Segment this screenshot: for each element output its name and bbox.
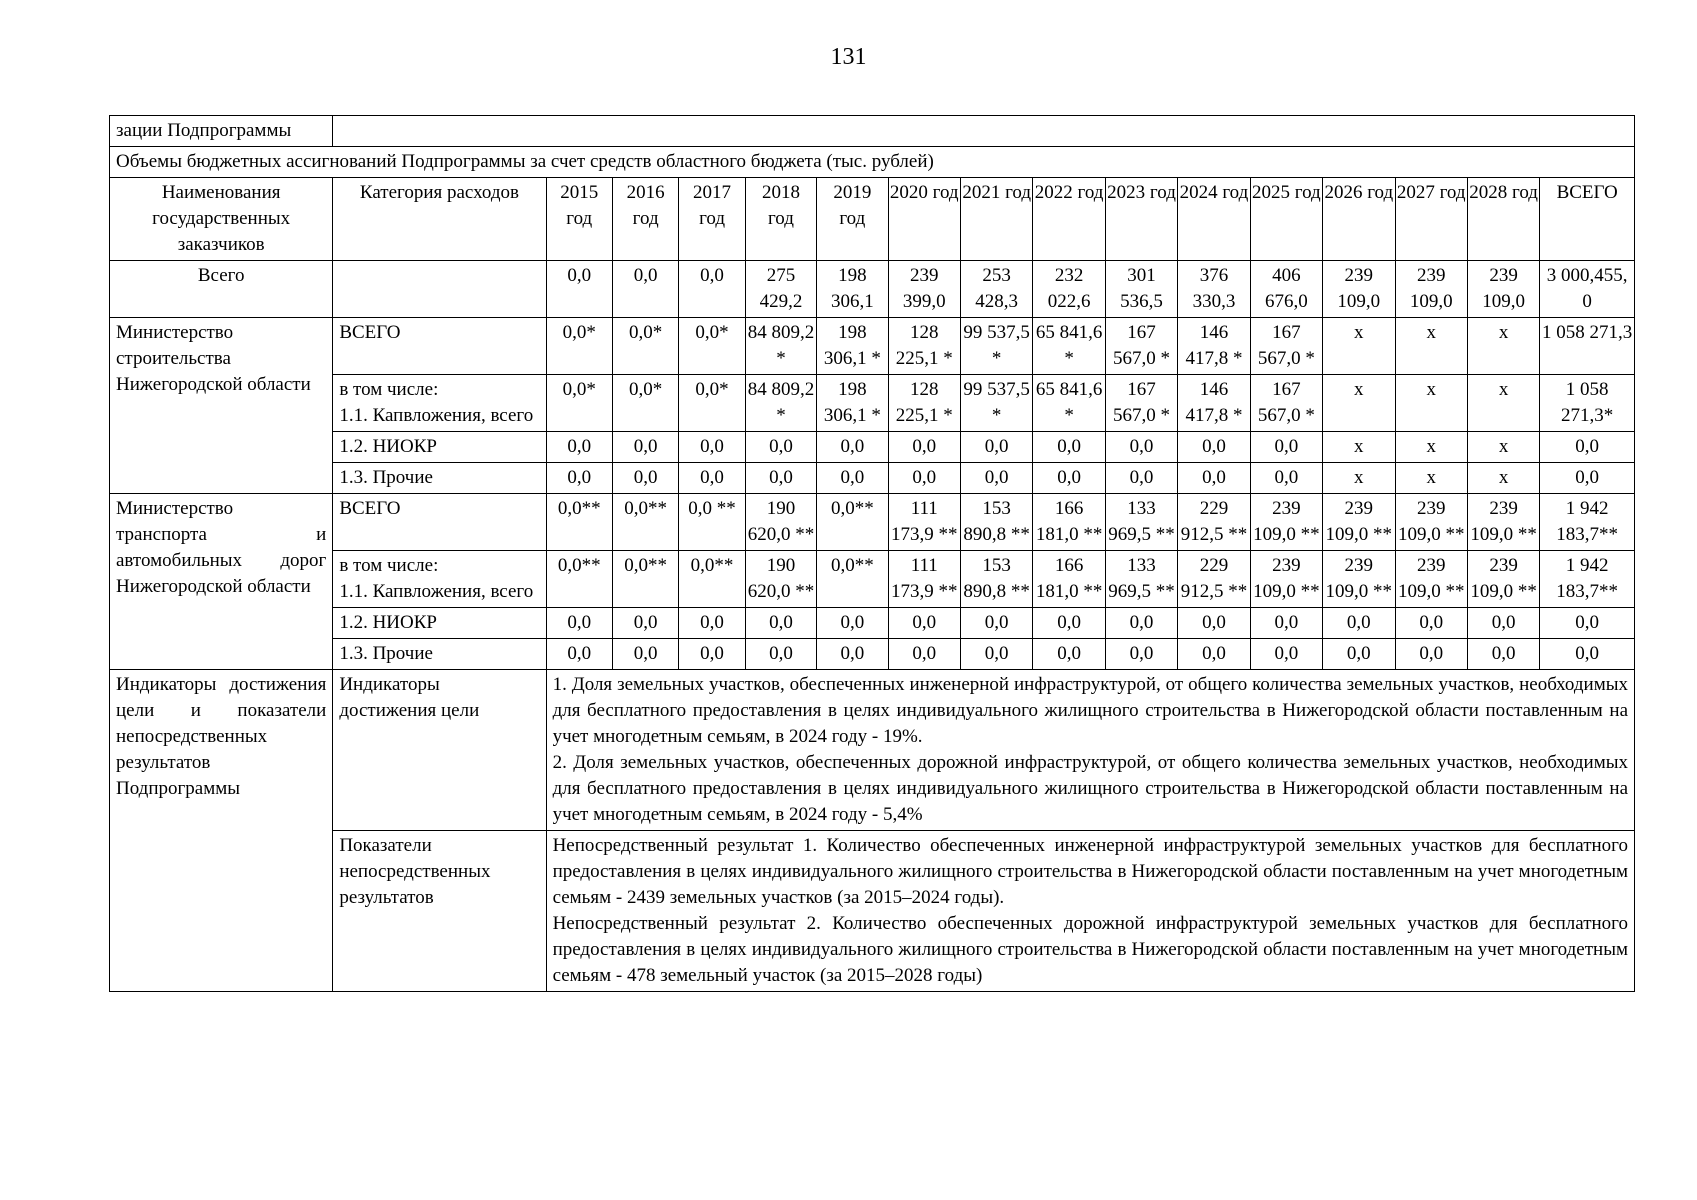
budget-value: 0,0*: [612, 318, 678, 375]
budget-value: 0,0: [745, 463, 816, 494]
budget-value: 111 173,9 **: [888, 551, 960, 608]
budget-value: 239 109,0 **: [1467, 551, 1539, 608]
ministry-row: [110, 432, 1635, 463]
budget-value: 0,0: [1105, 463, 1177, 494]
total-row-value: 376 330,3: [1178, 261, 1250, 318]
budget-value: 65 841,6 *: [1033, 318, 1105, 375]
budget-value: 0,0: [1033, 639, 1105, 670]
budget-value: х: [1395, 318, 1467, 375]
budget-value: х: [1467, 375, 1539, 432]
total-row-value: 239 109,0: [1323, 261, 1395, 318]
budget-value: 0,0*: [679, 318, 745, 375]
budget-value: 99 537,5 *: [960, 318, 1032, 375]
budget-value: 0,0: [679, 608, 745, 639]
budget-value: 167 567,0 *: [1250, 318, 1322, 375]
total-row-value: 239 399,0: [888, 261, 960, 318]
section-title: Объемы бюджетных ассигнований Подпрограммы за счет средств областного бюджета (тыс. рублей): [110, 147, 1635, 178]
budget-value: 0,0: [1467, 639, 1539, 670]
budget-value: 0,0: [1467, 608, 1539, 639]
header-year: 2017 год: [679, 178, 745, 261]
budget-value: 167 567,0 *: [1250, 375, 1322, 432]
budget-value: 0,0: [888, 639, 960, 670]
budget-value: 0,0**: [817, 551, 888, 608]
header-year: 2027 год: [1395, 178, 1467, 261]
budget-value: 0,0: [1250, 463, 1322, 494]
goal-indicators-text: 1. Доля земельных участков, обеспеченных инженерной инфраструктурой, от общего количества земельных участков, необходимых для бесплатного предоставления в целях индивидуального жилищного строительства в Нижегородской области поставленным на учет многодетным семьям, в 2024 году - 19%. 2. Доля земельных участков, обеспеченных дорожной инфраструктурой, от общего количества земельных участков, необходимых для бесплатного предоставления в целях индивидуального жилищного строительства в Нижегородской области поставленным на учет многодетным семьям, в 2024 году - 5,4%: [546, 670, 1634, 831]
budget-value: 239 109,0 **: [1323, 494, 1395, 551]
budget-value: 0,0: [817, 639, 888, 670]
budget-value: 190 620,0 **: [745, 494, 816, 551]
budget-value: 239 109,0 **: [1323, 551, 1395, 608]
budget-value: 0,0: [612, 463, 678, 494]
budget-value: 0,0: [1540, 639, 1635, 670]
budget-value: 0,0: [1323, 608, 1395, 639]
budget-value: х: [1467, 432, 1539, 463]
budget-value: 0,0: [546, 432, 612, 463]
budget-value: 0,0: [1540, 463, 1635, 494]
budget-value: 0,0: [1105, 608, 1177, 639]
budget-value: 111 173,9 **: [888, 494, 960, 551]
header-year: 2016 год: [612, 178, 678, 261]
budget-value: 153 890,8 **: [960, 494, 1032, 551]
budget-value: 0,0: [612, 639, 678, 670]
budget-value: 0,0: [960, 432, 1032, 463]
budget-value: 0,0**: [679, 551, 745, 608]
expense-category: в том числе: 1.1. Капвложения, всего: [333, 551, 546, 608]
budget-value: 0,0: [1323, 639, 1395, 670]
budget-value: 0,0: [1250, 639, 1322, 670]
goal-indicators-label: Индикаторы достижения цели: [333, 670, 546, 831]
budget-value: 167 567,0 *: [1105, 318, 1177, 375]
budget-value: 0,0: [679, 639, 745, 670]
budget-value: 0,0: [1250, 432, 1322, 463]
budget-value: 0,0: [1250, 608, 1322, 639]
budget-value: 0,0: [817, 432, 888, 463]
header-customer: Наименования государственных заказчиков: [110, 178, 333, 261]
total-row-value: 3 000,455, 0: [1540, 261, 1635, 318]
total-row-value: 0,0: [612, 261, 678, 318]
header-year: 2026 год: [1323, 178, 1395, 261]
budget-value: 1 942 183,7**: [1540, 551, 1635, 608]
budget-value: х: [1323, 375, 1395, 432]
ministry-row: [110, 375, 1635, 432]
expense-category: 1.2. НИОКР: [333, 608, 546, 639]
total-row-value: 301 536,5: [1105, 261, 1177, 318]
budget-value: 0,0*: [546, 375, 612, 432]
results-row: [110, 831, 1635, 992]
budget-value: 0,0: [888, 432, 960, 463]
budget-value: х: [1395, 432, 1467, 463]
budget-value: 153 890,8 **: [960, 551, 1032, 608]
header-year: 2022 год: [1033, 178, 1105, 261]
budget-value: 128 225,1 *: [888, 318, 960, 375]
expense-category: 1.3. Прочие: [333, 639, 546, 670]
results-label: Показатели непосредственных результатов: [333, 831, 546, 992]
budget-value: 0,0**: [546, 551, 612, 608]
budget-value: 1 058 271,3*: [1540, 375, 1635, 432]
total-row-category: [333, 261, 546, 318]
header-year: 2020 год: [888, 178, 960, 261]
budget-value: 0,0: [1105, 432, 1177, 463]
budget-value: 0,0: [1395, 608, 1467, 639]
budget-value: 0,0: [960, 639, 1032, 670]
budget-value: 0,0*: [612, 375, 678, 432]
budget-value: 0,0: [745, 608, 816, 639]
budget-value: 0,0: [679, 432, 745, 463]
budget-value: 239 109,0 **: [1250, 494, 1322, 551]
total-row-value: 406 676,0: [1250, 261, 1322, 318]
total-row-value: 232 022,6: [1033, 261, 1105, 318]
budget-value: 229 912,5 **: [1178, 494, 1250, 551]
budget-value: х: [1467, 463, 1539, 494]
header-category: Категория расходов: [333, 178, 546, 261]
total-row-value: 0,0: [546, 261, 612, 318]
budget-value: 0,0: [888, 463, 960, 494]
budget-value: 0,0: [1033, 463, 1105, 494]
budget-value: 190 620,0 **: [745, 551, 816, 608]
total-row-value: 275 429,2: [745, 261, 816, 318]
results-text: Непосредственный результат 1. Количество обеспеченных инженерной инфраструктурой земельных участков для бесплатного предоставления в целях индивидуального жилищного строительства в Нижегородской области поставленным на учет многодетным семьям - 2439 земельных участков (за 2015–2024 годы). Непосредственный результат 2. Количество обеспеченных дорожной инфраструктурой земельных участков для бесплатного предоставления в целях индивидуального жилищного строительства в Нижегородской области поставленным на учет многодетным семьям - 478 земельный участок (за 2015–2028 годы): [546, 831, 1634, 992]
expense-category: в том числе: 1.1. Капвложения, всего: [333, 375, 546, 432]
budget-value: 0,0: [1178, 608, 1250, 639]
budget-value: 0,0: [546, 608, 612, 639]
budget-value: 133 969,5 **: [1105, 494, 1177, 551]
budget-value: 1 942 183,7**: [1540, 494, 1635, 551]
total-row-value: 239 109,0: [1395, 261, 1467, 318]
budget-value: 239 109,0 **: [1250, 551, 1322, 608]
budget-value: 198 306,1 *: [817, 318, 888, 375]
header-year: 2021 год: [960, 178, 1032, 261]
header-year: 2028 год: [1467, 178, 1539, 261]
budget-value: 0,0**: [817, 494, 888, 551]
expense-category: ВСЕГО: [333, 318, 546, 375]
budget-value: 239 109,0 **: [1395, 551, 1467, 608]
top-row-label: зации Подпрограммы: [110, 116, 333, 147]
expense-category: ВСЕГО: [333, 494, 546, 551]
total-row-value: 239 109,0: [1467, 261, 1539, 318]
budget-value: 0,0: [612, 432, 678, 463]
budget-value: 0,0**: [612, 551, 678, 608]
header-year: 2024 год: [1178, 178, 1250, 261]
header-total: ВСЕГО: [1540, 178, 1635, 261]
budget-value: 0,0**: [546, 494, 612, 551]
ministry-row: [110, 551, 1635, 608]
subprogram-table: [109, 115, 1635, 992]
budget-value: х: [1323, 463, 1395, 494]
budget-value: 166 181,0 **: [1033, 494, 1105, 551]
budget-value: 133 969,5 **: [1105, 551, 1177, 608]
budget-value: 0,0: [1540, 608, 1635, 639]
top-row-value: [333, 116, 1635, 147]
budget-value: 0,0**: [612, 494, 678, 551]
total-row: [110, 261, 1635, 318]
header-year: 2015 год: [546, 178, 612, 261]
budget-value: 0,0: [888, 608, 960, 639]
budget-value: 0,0: [546, 639, 612, 670]
header-row: [110, 178, 1635, 261]
budget-value: 0,0: [817, 608, 888, 639]
budget-value: 146 417,8 *: [1178, 318, 1250, 375]
section-title-row: [110, 147, 1635, 178]
budget-value: 0,0: [745, 432, 816, 463]
budget-value: 0,0: [679, 463, 745, 494]
budget-value: 0,0: [960, 463, 1032, 494]
ministry-name: Министерство транспорта и автомобильных дорог Нижегородской области: [110, 494, 333, 670]
budget-value: х: [1467, 318, 1539, 375]
total-row-value: 253 428,3: [960, 261, 1032, 318]
budget-value: 0,0: [1178, 463, 1250, 494]
expense-category: 1.3. Прочие: [333, 463, 546, 494]
budget-value: 0,0: [1105, 639, 1177, 670]
ministry-row: [110, 463, 1635, 494]
ministry-row: [110, 639, 1635, 670]
budget-value: 0,0: [546, 463, 612, 494]
budget-value: 84 809,2 *: [745, 375, 816, 432]
ministry-row: [110, 608, 1635, 639]
budget-value: 0,0: [1178, 432, 1250, 463]
budget-value: 0,0: [1033, 432, 1105, 463]
budget-value: х: [1323, 432, 1395, 463]
budget-value: 0,0*: [679, 375, 745, 432]
budget-value: 0,0: [745, 639, 816, 670]
total-row-value: 0,0: [679, 261, 745, 318]
budget-value: 0,0: [1395, 639, 1467, 670]
budget-value: 99 537,5 *: [960, 375, 1032, 432]
budget-value: 128 225,1 *: [888, 375, 960, 432]
budget-value: 0,0: [817, 463, 888, 494]
total-row-value: 198 306,1: [817, 261, 888, 318]
top-row: [110, 116, 1635, 147]
ministry-name: Министерство строительства Нижегородской области: [110, 318, 333, 494]
budget-value: 239 109,0 **: [1467, 494, 1539, 551]
indicators-label: Индикаторы достижения цели и показатели непосредственных результатов Подпрограммы: [110, 670, 333, 992]
ministry-row: [110, 318, 1635, 375]
header-year: 2019 год: [817, 178, 888, 261]
header-year: 2023 год: [1105, 178, 1177, 261]
budget-value: 0,0: [612, 608, 678, 639]
budget-value: 0,0 **: [679, 494, 745, 551]
expense-category: 1.2. НИОКР: [333, 432, 546, 463]
budget-value: 84 809,2 *: [745, 318, 816, 375]
page-number: 131: [830, 44, 867, 70]
budget-value: х: [1395, 375, 1467, 432]
ministry-row: [110, 494, 1635, 551]
budget-value: 198 306,1 *: [817, 375, 888, 432]
budget-value: 65 841,6 *: [1033, 375, 1105, 432]
budget-value: 166 181,0 **: [1033, 551, 1105, 608]
header-year: 2018 год: [745, 178, 816, 261]
budget-value: 0,0: [1178, 639, 1250, 670]
budget-value: 0,0: [960, 608, 1032, 639]
budget-value: х: [1323, 318, 1395, 375]
budget-value: х: [1395, 463, 1467, 494]
budget-value: 0,0: [1033, 608, 1105, 639]
budget-value: 146 417,8 *: [1178, 375, 1250, 432]
total-row-label: Всего: [110, 261, 333, 318]
budget-value: 239 109,0 **: [1395, 494, 1467, 551]
budget-value: 167 567,0 *: [1105, 375, 1177, 432]
indicators-row: [110, 670, 1635, 831]
budget-value: 1 058 271,3: [1540, 318, 1635, 375]
budget-value: 0,0: [1540, 432, 1635, 463]
budget-value: 0,0*: [546, 318, 612, 375]
budget-value: 229 912,5 **: [1178, 551, 1250, 608]
header-year: 2025 год: [1250, 178, 1322, 261]
